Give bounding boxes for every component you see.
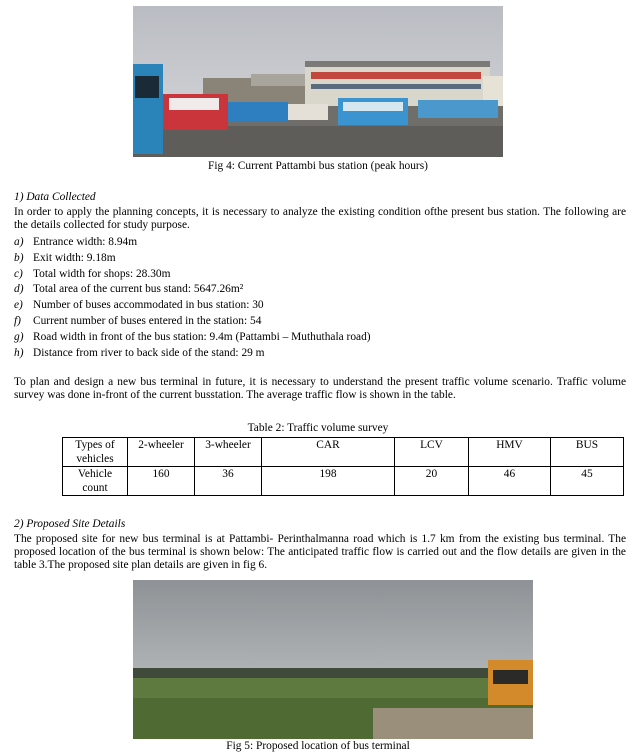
- table-cell: 2-wheeler: [128, 438, 195, 467]
- bus-station-image: [133, 6, 503, 157]
- table-cell: BUS: [551, 438, 624, 467]
- section1-intro: In order to apply the planning concepts, it is necessary to analyze the existing condition ofthe present bus station. The following are the details collected for study purpose.: [14, 206, 626, 231]
- fig4-photo: [133, 6, 503, 157]
- table-cell: Vehicle count: [63, 467, 128, 496]
- table-cell: 3-wheeler: [195, 438, 262, 467]
- table-cell: 198: [262, 467, 395, 496]
- table-cell: 36: [195, 467, 262, 496]
- fig5-caption: Fig 5: Proposed location of bus terminal: [226, 740, 410, 752]
- list-item: c) Total width for shops: 28.30m: [14, 267, 171, 280]
- table2-caption: Table 2: Traffic volume survey: [247, 422, 389, 434]
- table-cell: LCV: [395, 438, 469, 467]
- fig4-caption: Fig 4: Current Pattambi bus station (peak hours): [208, 160, 428, 172]
- list-item: b) Exit width: 9.18m: [14, 251, 116, 264]
- section2-paragraph: The proposed site for new bus terminal is at Pattambi- Perinthalmanna road which is 1.7 km from the existing bus terminal. The proposed location of the bus terminal is shown below: The anticipated traffic flow is carried out and the flow details are given in the table 3.The proposed site plan details are given in fig 6.: [14, 533, 626, 571]
- table-row: [63, 467, 624, 496]
- table-cell: CAR: [262, 438, 395, 467]
- table-cell: 160: [128, 467, 195, 496]
- section2-heading: 2) Proposed Site Details: [14, 518, 126, 530]
- traffic-volume-table: [62, 437, 624, 496]
- table-cell: 45: [551, 467, 624, 496]
- proposed-site-image: [133, 580, 533, 739]
- data-collected-list: [14, 236, 371, 362]
- section1-heading: 1) Data Collected: [14, 191, 96, 203]
- table-cell: 20: [395, 467, 469, 496]
- list-item: f) Current number of buses entered in the station: 54: [14, 314, 262, 327]
- list-item: a) Entrance width: 8.94m: [14, 236, 138, 248]
- table-cell: HMV: [469, 438, 551, 467]
- table-cell: 46: [469, 467, 551, 496]
- list-item: d) Total area of the current bus stand: 5647.26m²: [14, 283, 244, 296]
- table-cell: Types of vehicles: [63, 438, 128, 467]
- list-item: g) Road width in front of the bus station: 9.4m (Pattambi – Muthuthala road): [14, 330, 371, 343]
- list-item: e) Number of buses accommodated in bus station: 30: [14, 299, 264, 312]
- traffic-paragraph: To plan and design a new bus terminal in future, it is necessary to understand the present traffic volume scenario. Traffic volume survey was done in-front of the current busstation. The average traffic flow is shown in the table.: [14, 376, 626, 401]
- table-row: [63, 438, 624, 467]
- fig5-photo: [133, 580, 533, 739]
- list-item: h) Distance from river to back side of the stand: 29 m: [14, 346, 265, 359]
